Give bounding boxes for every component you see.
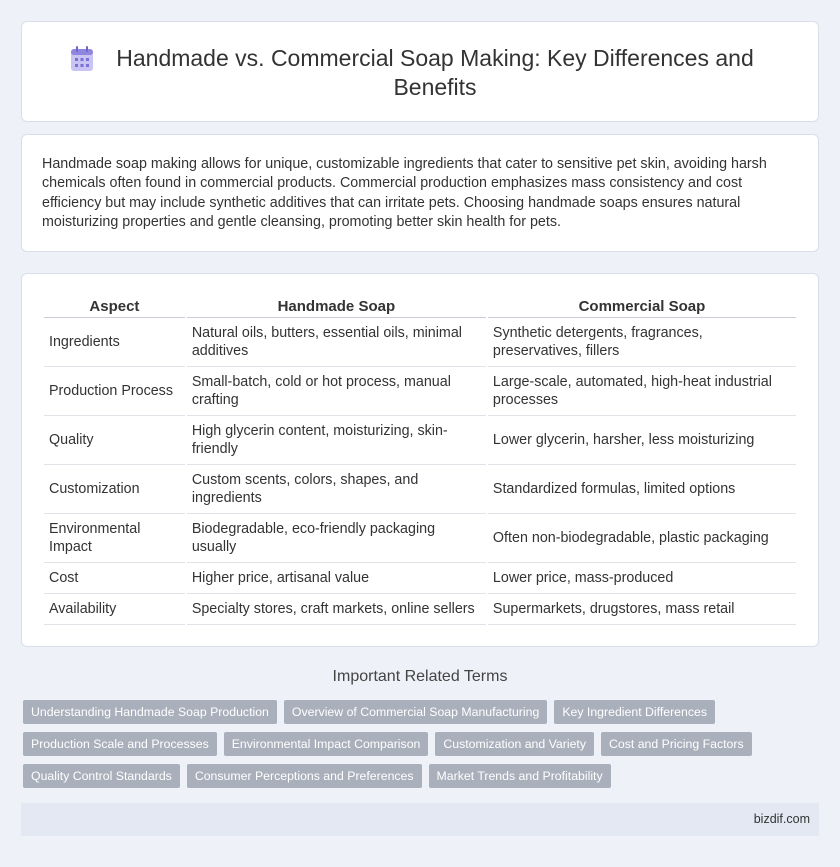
related-term-tag[interactable]: Understanding Handmade Soap Production bbox=[23, 700, 277, 724]
table-cell: Production Process bbox=[44, 367, 185, 416]
table-row bbox=[44, 416, 796, 465]
table-cell: Small-batch, cold or hot process, manual crafting bbox=[187, 367, 486, 416]
related-term-tag[interactable]: Market Trends and Profitability bbox=[429, 764, 611, 788]
column-header-commercial: Commercial Soap bbox=[488, 295, 796, 318]
table-row bbox=[44, 318, 796, 367]
related-term-tag[interactable]: Cost and Pricing Factors bbox=[601, 732, 752, 756]
table-cell: Custom scents, colors, shapes, and ingredients bbox=[187, 465, 486, 514]
comparison-table bbox=[42, 295, 798, 625]
comparison-table-card bbox=[21, 273, 819, 647]
summary-card bbox=[21, 134, 819, 252]
table-cell: Availability bbox=[44, 594, 185, 625]
table-row bbox=[44, 514, 796, 563]
related-terms-heading: Important Related Terms bbox=[332, 668, 508, 685]
table-header-row bbox=[44, 295, 796, 318]
table-cell: Cost bbox=[44, 563, 185, 594]
table-row bbox=[44, 594, 796, 625]
table-cell: Higher price, artisanal value bbox=[187, 563, 486, 594]
footer bbox=[21, 803, 819, 836]
table-cell: Customization bbox=[44, 465, 185, 514]
table-cell: Standardized formulas, limited options bbox=[488, 465, 796, 514]
related-term-tag[interactable]: Consumer Perceptions and Preferences bbox=[187, 764, 422, 788]
related-term-tag[interactable]: Environmental Impact Comparison bbox=[224, 732, 429, 756]
footer-site-link[interactable]: bizdif.com bbox=[753, 812, 810, 826]
table-cell: Synthetic detergents, fragrances, preservatives, fillers bbox=[488, 318, 796, 367]
table-cell: Ingredients bbox=[44, 318, 185, 367]
page-title: Handmade vs. Commercial Soap Making: Key Differences and Benefits bbox=[116, 45, 754, 100]
table-cell: Supermarkets, drugstores, mass retail bbox=[488, 594, 796, 625]
column-header-handmade: Handmade Soap bbox=[187, 295, 486, 318]
related-term-tag[interactable]: Production Scale and Processes bbox=[23, 732, 217, 756]
related-term-tag[interactable]: Quality Control Standards bbox=[23, 764, 180, 788]
table-row bbox=[44, 563, 796, 594]
table-cell: Lower price, mass-produced bbox=[488, 563, 796, 594]
table-cell: Quality bbox=[44, 416, 185, 465]
table-cell: Natural oils, butters, essential oils, minimal additives bbox=[187, 318, 486, 367]
column-header-aspect: Aspect bbox=[44, 295, 185, 318]
table-cell: Biodegradable, eco-friendly packaging usually bbox=[187, 514, 486, 563]
related-terms-list bbox=[23, 700, 803, 796]
table-row bbox=[44, 465, 796, 514]
table-cell: Lower glycerin, harsher, less moisturizing bbox=[488, 416, 796, 465]
header-card bbox=[21, 21, 819, 122]
table-cell: Large-scale, automated, high-heat industrial processes bbox=[488, 367, 796, 416]
related-term-tag[interactable]: Overview of Commercial Soap Manufacturing bbox=[284, 700, 547, 724]
table-cell: Often non-biodegradable, plastic packaging bbox=[488, 514, 796, 563]
related-term-tag[interactable]: Customization and Variety bbox=[435, 732, 594, 756]
table-row bbox=[44, 367, 796, 416]
table-cell: Specialty stores, craft markets, online sellers bbox=[187, 594, 486, 625]
related-term-tag[interactable]: Key Ingredient Differences bbox=[554, 700, 715, 724]
summary-text: Handmade soap making allows for unique, customizable ingredients that cater to sensitive pet skin, avoiding harsh chemicals often found in commercial products. Commercial production emphasizes mass consistency and cost efficiency but may include synthetic additives that can irritate pets. Choosing handmade soaps ensures natural moisturizing properties and gentle cleansing, promoting better skin health for pets. bbox=[42, 156, 767, 231]
table-cell: High glycerin content, moisturizing, skin-friendly bbox=[187, 416, 486, 465]
table-cell: Environmental Impact bbox=[44, 514, 185, 563]
